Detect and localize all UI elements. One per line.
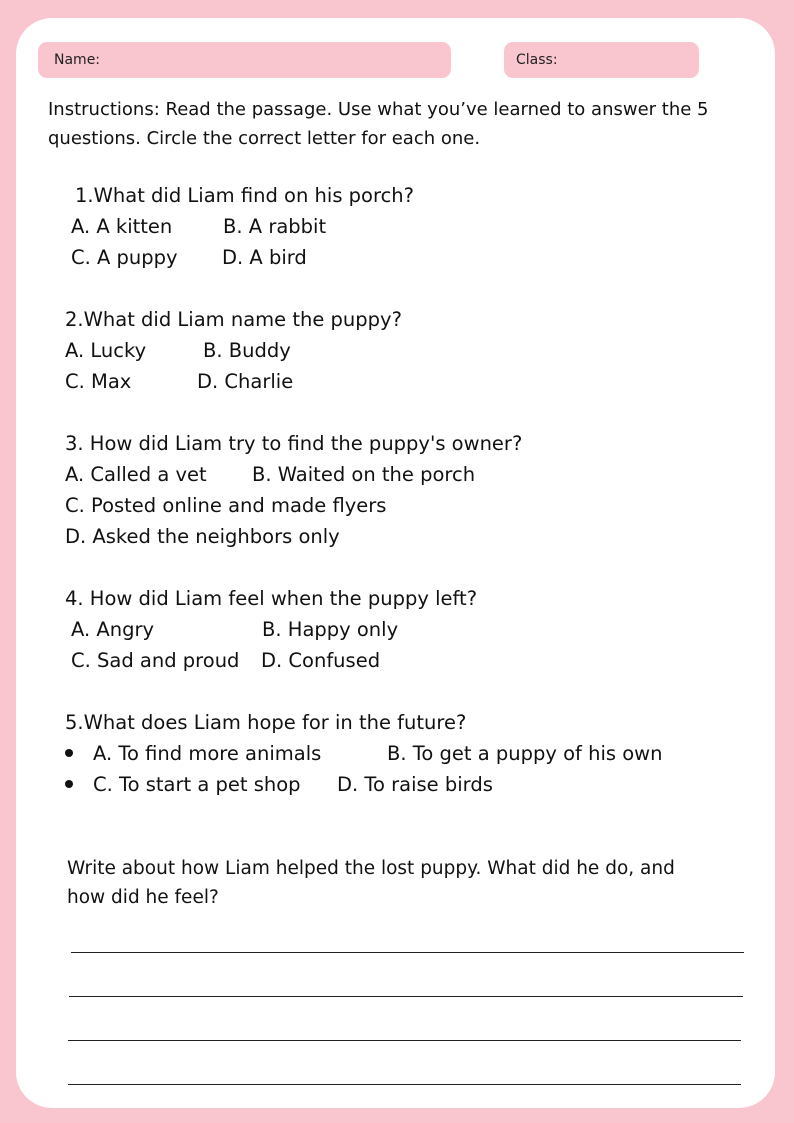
class-label: Class:	[516, 52, 558, 68]
question-3-option-c[interactable]: C. Posted online and made flyers	[65, 494, 387, 517]
writing-line[interactable]	[68, 1040, 741, 1041]
writing-line[interactable]	[68, 1084, 741, 1085]
writing-prompt: Write about how Liam helped the lost puppy. What did he do, and how did he feel?	[67, 858, 675, 908]
class-field[interactable]	[504, 42, 699, 78]
question-2-option-b[interactable]: B. Buddy	[203, 339, 291, 362]
question-5: 5.What does Liam hope for in the future?	[65, 711, 467, 734]
question-5-option-d[interactable]: D. To raise birds	[337, 773, 493, 796]
worksheet-page	[16, 18, 775, 1108]
question-2-option-a[interactable]: A. Lucky	[65, 339, 147, 362]
name-label: Name:	[54, 52, 101, 68]
writing-line[interactable]	[71, 952, 744, 953]
name-field[interactable]	[38, 42, 451, 78]
question-4-option-d[interactable]: D. Confused	[261, 649, 381, 672]
bullet-icon	[65, 780, 73, 788]
question-4-option-a[interactable]: A. Angry	[71, 618, 155, 641]
question-4-option-c[interactable]: C. Sad and proud	[71, 649, 240, 672]
question-2: 2.What did Liam name the puppy?	[65, 308, 402, 331]
question-1-option-b[interactable]: B. A rabbit	[223, 215, 327, 238]
question-1: 1.What did Liam find on his porch?	[75, 184, 415, 207]
question-5-option-b[interactable]: B. To get a puppy of his own	[387, 742, 663, 765]
question-3: 3. How did Liam try to find the puppy's owner?	[65, 432, 523, 455]
question-4: 4. How did Liam feel when the puppy left?	[65, 587, 478, 610]
bullet-icon	[65, 749, 73, 757]
question-3-option-a[interactable]: A. Called a vet	[65, 463, 207, 486]
instructions: Instructions: Read the passage. Use what you’ve learned to answer the 5 questions. Circle the correct letter for each one.	[48, 99, 709, 149]
question-1-option-a[interactable]: A. A kitten	[71, 215, 173, 238]
question-3-option-b[interactable]: B. Waited on the porch	[252, 463, 476, 486]
question-1-option-d[interactable]: D. A bird	[222, 246, 307, 269]
question-5-option-a[interactable]: A. To find more animals	[93, 742, 322, 765]
writing-line[interactable]	[69, 996, 743, 997]
question-2-option-d[interactable]: D. Charlie	[197, 370, 294, 393]
question-3-option-d[interactable]: D. Asked the neighbors only	[65, 525, 340, 548]
question-2-option-c[interactable]: C. Max	[65, 370, 132, 393]
question-4-option-b[interactable]: B. Happy only	[262, 618, 399, 641]
question-5-option-c[interactable]: C. To start a pet shop	[93, 773, 301, 796]
question-1-option-c[interactable]: C. A puppy	[71, 246, 178, 269]
